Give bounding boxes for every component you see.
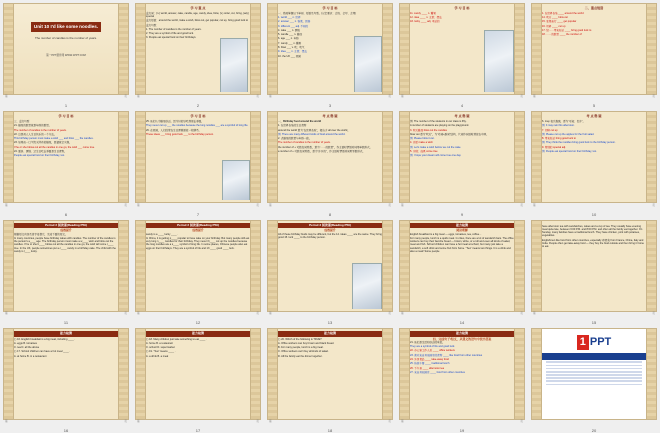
caption-right: 页 [124, 311, 127, 315]
slide-15[interactable] [531, 220, 657, 312]
caption-left: 第 [269, 203, 272, 207]
line: 12. idea ____ n. 主意；想法 [410, 16, 442, 19]
slide-12-body [146, 233, 250, 250]
line: 25. 他们认为蜡烛好运。因为份的好吃得很长寿面。 [146, 119, 204, 123]
caption-left: 第 [401, 311, 404, 315]
caption-left: 第 [401, 420, 404, 423]
line: 6. age ___ n. 年龄 [278, 37, 299, 41]
slide-cell-10[interactable] [528, 108, 660, 216]
logo-line [546, 384, 642, 386]
line: 一、Birthday food around the world [278, 119, 322, 123]
logo-line [546, 374, 642, 376]
slide-cell-16[interactable] [0, 325, 132, 433]
slide-number-2: 2 [196, 103, 200, 109]
line: 43. lucky ____ adj. 幸运的 [410, 20, 440, 24]
line: 21. 他们是生活和好运的象征。 [410, 340, 445, 344]
slide-cell-2[interactable] [132, 0, 264, 108]
line: A. a drink B. a meal [146, 354, 169, 358]
caption-right: 页 [388, 311, 391, 315]
logo-line [546, 368, 642, 370]
slide-17-bar: 能力检测 [146, 331, 250, 337]
slide-16-body [14, 338, 118, 358]
slide-13[interactable] [267, 220, 393, 312]
line: If he or she blows out all the candles in one go, the wish ___ come true. [14, 145, 95, 149]
line: 2. 点蜡烛的数量与年龄一致。 [278, 137, 312, 141]
line: 22. 这是祝人人生日快乐的一个方法。 [14, 132, 57, 136]
line: 例: There are many different kinds of food around the world. [278, 132, 346, 136]
slide-5-title: 二、重点短语 [584, 6, 604, 10]
slide-13-caption [267, 311, 393, 315]
line: 重点词：(n.) world, answer, cake, candle, age, candy, idea, blow, (v.) order, cut, bring, (adj.) special [146, 11, 249, 18]
slide-17[interactable] [135, 328, 261, 420]
line: A. Office workers can buy brown and black bread. [278, 341, 335, 345]
line: 1. world ___ n. 世界 [278, 16, 301, 19]
line: The number of candles is the number of years. [278, 141, 331, 145]
line: 17. 给……带来好运 ____ bring good luck to [542, 28, 592, 32]
line: 7. candy ___ n. 糖果 [278, 41, 302, 45]
line: 27. 来自其他国家 ____ food from other countries [410, 370, 465, 374]
line: 16. 切碎 ____ cut up [542, 24, 566, 28]
caption-left: 第 [137, 420, 140, 423]
line: 7. 切碎 cut up [542, 128, 558, 132]
line: 18. ……的数量 ____ the number of [542, 33, 582, 37]
slide-13-bar: Period 3 阅读课(Reading P59) [278, 223, 382, 229]
line: A. at home B. in a restaurant [14, 354, 47, 358]
slide-number-3: 3 [328, 103, 332, 109]
decor-image [222, 160, 250, 200]
line: For many people, lunch is a quick meal. In cities, there are a lot of sandwich bars. The office workers can buy their favorite bread — brown, white, or a roll and even all kinds of salad, meat and fish. School children can have a hot meal at school, but many just take a sandwich, a soft drink and some fruit from home. "Tea" means two things. It is a drink and also a meal! Some people [410, 236, 514, 254]
line: 3. 吹灭蜡烛 blow out the candles [410, 128, 447, 132]
slide-5[interactable] [531, 3, 657, 95]
line: C. school D. supermarket [146, 346, 175, 350]
logo-line [546, 361, 642, 363]
slide-19-caption [399, 419, 525, 423]
line: 例: I hope your dream will come true one day. [410, 154, 462, 158]
brand-logo [542, 335, 646, 387]
caption-right: 页 [520, 203, 523, 207]
line: 例: They think the noodles bring good luck to the birthday person. [542, 141, 616, 145]
slide-cell-3[interactable] [264, 0, 396, 108]
line: These ideas ___ bring good luck ___ to the birthday person. [146, 132, 214, 136]
slide-4-caption [399, 94, 525, 98]
line: D. All the family eat the dinner together. [278, 354, 323, 358]
decor-image [220, 38, 248, 92]
line: 例: People eat special food on their birthday, too. [542, 150, 597, 154]
line: A. home B. a restaurant [146, 341, 173, 345]
slide-number-13: 13 [327, 319, 333, 325]
caption-right: 页 [388, 203, 391, 207]
slide-number-16: 16 [63, 428, 69, 433]
line: People eat special food on their birthday, too. [14, 154, 65, 158]
slide-18[interactable] [267, 328, 393, 420]
caption-left: 第 [533, 95, 536, 99]
line: 1. The number of candles is the number of years. [146, 27, 202, 31]
slide-5-caption [531, 94, 657, 98]
logo-ppt-text: PPT [589, 335, 612, 348]
line: 9. 特别的 special adj. [542, 145, 566, 149]
logo-bar [542, 353, 646, 360]
line: 5. 实现；成真 come true [410, 150, 438, 154]
caption-left: 第 [533, 203, 536, 207]
caption-left: 第 [5, 420, 8, 423]
caption-right: 页 [520, 95, 523, 99]
slide-number-7: 7 [196, 211, 200, 217]
slide-number-14: 14 [459, 319, 465, 325]
slide-10-title: 考 点 释 疑 [586, 114, 602, 119]
slide-cell-17[interactable] [132, 325, 264, 433]
caption-right: 页 [124, 95, 127, 99]
line: B. For many people, lunch is a big meal. [278, 346, 324, 350]
unit-title: Unit 10 I'd like some noodles. [31, 22, 101, 32]
slide-cell-15[interactable] [528, 217, 660, 325]
line: 21. 蜡烛的数量就是年龄的数量。 [14, 124, 52, 128]
line: 23. 喜欢来自其他国家的食物 ____ like food from other countries [410, 353, 483, 357]
logo-placeholder-lines [542, 361, 646, 385]
caption-left: 第 [5, 95, 8, 99]
slide-2-caption [135, 94, 261, 98]
slide-number-9: 9 [460, 211, 464, 217]
slide-11-title: 成效提升 [60, 228, 72, 233]
slide-9-caption [399, 203, 525, 207]
slide-11-caption [3, 311, 129, 315]
slide-11-bar: Period 2 阅读课(Reading P59) [14, 223, 118, 229]
slide-6-title: 学 习 目 标 [58, 114, 74, 119]
slide-number-18: 18 [327, 428, 333, 433]
slide-12[interactable] [135, 220, 261, 312]
slide-18-caption [267, 419, 393, 423]
line: In many countries, people have birthday cakes with candles. The number of the candles is the person's a____ age. The birthday person must make a w____ wish and blow out the candles. If he or she b____ blows out all the candles in one go, the wish will come t____ true. In the UK, people sometimes put a c____ candy in a birthday cake. The child with the candy is l____ lucky. [14, 236, 116, 254]
line: 例: Please blow it out. [410, 137, 435, 141]
logo-line [546, 380, 642, 382]
slide-number-15: 15 [591, 319, 597, 325]
slide-19-title: 四、完成句子/短文，从课文的语句中找出答案 [432, 336, 492, 341]
line: ( ) 20. Which of the following is TRUE? [278, 337, 322, 341]
line: All of these birthday foods may be different, but the 14. ideas ____ are the same. They bring good 15. luck ____ to the birthday person. [278, 232, 382, 239]
line: 5. candle ___ n. 蜡烛 [278, 33, 302, 37]
slide-4-body [410, 12, 514, 24]
line: This birthday person must make a wish ___ and blow ___ the candles. [14, 137, 94, 141]
line: 例: Please cut up the apples for the fruit salad. [542, 132, 595, 136]
line: ( ) 16. English breakfast is a big meal, including ____ . [14, 337, 76, 341]
slide-cell-12[interactable] [132, 217, 264, 325]
slide-9-body [410, 120, 514, 158]
slide-7-body [146, 120, 250, 136]
line: A number of students are playing on the playground. [410, 124, 470, 128]
slide-12-title: 成效提升 [192, 228, 204, 233]
caption-right: 页 [652, 95, 655, 99]
caption-left: 第 [269, 311, 272, 315]
slide-12-caption [135, 311, 261, 315]
slide-10-body [542, 120, 646, 153]
slide-3-title: 学 习 目 标 [322, 6, 338, 10]
caption-right: 页 [124, 420, 127, 423]
line: ( ) 17. School children can have a hot meal ____ . [14, 350, 71, 354]
slide-cell-1[interactable] [0, 0, 132, 108]
line: 一、熟练掌握以下单词、短语及句型。(记忆要求：会读、会写、会用) [278, 11, 357, 15]
slide-number-5: 5 [592, 103, 596, 109]
line: 4. 许愿 make a wish [410, 141, 433, 145]
line: 重点短语：around the world, make a wish, blow out, get popular, cut up, bring good luck to [146, 19, 249, 23]
slide-11[interactable] [3, 220, 129, 312]
slide-10-caption [531, 203, 657, 207]
line: 2. answer ___ n. 答案，回答 [278, 20, 311, 24]
logo-line [546, 365, 642, 367]
caption-right: 页 [124, 203, 127, 207]
caption-right: 页 [652, 203, 655, 207]
line: 重点句型： [146, 23, 159, 27]
slide-14-bar: 能力检测 [410, 223, 514, 229]
slide-19-body [410, 341, 514, 374]
line: 9. idea ___ n. 主意；想法 [278, 50, 307, 54]
slide-7-title: 学 习 目 标 [190, 114, 206, 119]
line: 26. 下午茶 ____ afternoon tea [410, 366, 444, 370]
caption-left: 第 [137, 95, 140, 99]
slide-17-body [146, 338, 250, 358]
line: 25. 传统午餐 ____ traditional lunch [410, 362, 450, 366]
caption-left: 第 [137, 311, 140, 315]
line: 26. 在英国，人们经常在生日蛋糕里放一枚硬币。 [146, 128, 202, 132]
slide-14-caption [399, 311, 525, 315]
slide-3[interactable] [267, 3, 393, 95]
slide-9-title: 考 点 释 疑 [454, 114, 470, 119]
slide-number-11: 11 [63, 319, 69, 325]
caption-left: 第 [5, 311, 8, 315]
line: 例: It may rain this afternoon. [542, 124, 575, 128]
slide-cell-20[interactable] [528, 325, 660, 433]
line: 1. 在世界各地的生日食物 [278, 124, 307, 128]
line: the number of + 可数名词复数，意为“……的数量”，作主语时谓语动词用单数形式。 [278, 145, 373, 149]
line: 15. 变得流行 ____ get popular [542, 20, 577, 24]
line: 24. 外卖食品 ____ take-away food [410, 358, 449, 362]
line: 8. blow ___ v. 吹；吹气 [278, 46, 305, 50]
caption-right: 页 [256, 311, 259, 315]
slide-3-caption [267, 94, 393, 98]
line: English breakfast is a big meal — eggs, tomatoes, tea, coffee... [410, 232, 482, 236]
line: around the world 意为“在世界各地”，相当于 all over the world。 [278, 128, 350, 132]
slide-2-body [146, 12, 250, 40]
line: 14. 吹灭 ____ blow out [542, 16, 568, 19]
line: In China, it is getting p____ popular to have cake on your birthday. But many people still eat very long n____ noodles for their birthday. They never th____ cut up the noodles because the long noodles are a s____ symbol of long life. In some places, Chinese people also eat eggs on their birthdays. They are a symbol of life and 13 ____ good ____ luck. [146, 236, 250, 250]
line: 3. People eat special food on their birthdays. [146, 36, 197, 40]
caption-left: 第 [5, 203, 8, 207]
caption-left: 第 [401, 203, 404, 207]
slide-8-caption [267, 203, 393, 207]
slide-13-title: 成效提升 [324, 228, 336, 233]
caption-right: 页 [256, 420, 259, 423]
slide-8-body [278, 120, 382, 153]
slide-cell-13[interactable] [264, 217, 396, 325]
slide-2[interactable] [135, 3, 261, 95]
decor-image [352, 263, 382, 309]
slide-cell-11[interactable] [0, 217, 132, 325]
line: 例: Let's make a wish before we cut the cake. [410, 145, 462, 149]
caption-right: 页 [256, 95, 259, 99]
slide-cell-7[interactable] [132, 108, 264, 216]
decor-image [484, 30, 514, 92]
line: 1. 在世界各地 ____ around the world [542, 11, 584, 15]
caption-right: 页 [388, 420, 391, 423]
source-footer: 第一PPT课件网 WWW.1PPT.COM [46, 54, 86, 58]
slide-10[interactable] [531, 111, 657, 203]
line: 22. 办公室工作人员 ____ office workers [410, 349, 455, 353]
line: 11. candy ____ n. 糖果 [410, 11, 436, 15]
caption-right: 页 [256, 203, 259, 207]
logo-number: 1 [577, 335, 589, 350]
slide-number-8: 8 [328, 211, 332, 217]
line: They are a symbol of life and good luck. [410, 345, 456, 349]
slide-17-caption [135, 419, 261, 423]
slide-number-12: 12 [195, 319, 201, 325]
slide-13-body [278, 233, 382, 240]
line: C. Office workers can't buy all kinds of salad. [278, 350, 329, 354]
slide-6[interactable] [3, 111, 129, 203]
line: ( ) 19. "Tea" means ____ . [146, 350, 176, 354]
caption-left: 第 [533, 311, 536, 315]
line: have afternoon tea with sandwiches, cakes and a cup of tea. They usually have evening meal quite late, between 6:00 P.M. and 8:00 P.M. and often all the family eat together. On Sunday, many families have a traditional lunch. They have chicken, pork with potatoes, vegetables. [542, 224, 643, 238]
slide-9[interactable] [399, 111, 525, 203]
slide-1[interactable] [3, 3, 129, 95]
line: C. tea D. all the above [14, 346, 40, 350]
slide-16-bar: 能力检测 [14, 331, 118, 337]
line: 例: The number of the students in our class is fifty. [410, 119, 467, 123]
line: Englishmen like food from other countries, especially 印度菜 from France, China, Italy and India. People often get take-away food — they buy the food outside and then bring it home to eat. [542, 238, 644, 249]
caption-left: 第 [269, 95, 272, 99]
slide-cell-9[interactable] [396, 108, 528, 216]
slide-18-bar: 能力检测 [278, 331, 382, 337]
slide-4[interactable] [399, 3, 525, 95]
line: blow out 意为“吹灭”，为“动词+副词”结构，代词作宾语时须放在中间。 [410, 132, 489, 136]
line: 8. 带来好运 bring good luck to [542, 137, 576, 141]
slide-1-caption [3, 94, 129, 98]
slide-4-title: 学 习 目 标 [454, 6, 470, 10]
slide-number-19: 19 [459, 428, 465, 433]
slide-number-17: 17 [195, 428, 201, 433]
slide-cell-5[interactable] [528, 0, 660, 108]
slide-6-body [14, 120, 118, 158]
slide-14-title: 阅读理解 [456, 228, 468, 233]
line: a number of + 可数名词复数，意为“许多的”，作主语时谓语动词用复数形式。 [278, 150, 365, 154]
line: 10. the UK ___ 英国 [278, 54, 301, 58]
slide-7[interactable] [135, 111, 261, 203]
slide-7-caption [135, 203, 261, 207]
line: ( ) 18. Many children just take something to eat ____ . [146, 337, 207, 341]
slide-19-bar: 能力检测 [410, 331, 514, 337]
slide-cell-4[interactable] [396, 0, 528, 108]
unit-subtitle: The number of candles is the number of years. [34, 35, 98, 40]
slide-number-1: 1 [64, 103, 68, 109]
caption-right: 页 [388, 95, 391, 99]
slide-15-body [542, 225, 646, 249]
slide-6-caption [3, 203, 129, 207]
slide-number-4: 4 [460, 103, 464, 109]
slide-cell-8[interactable] [264, 108, 396, 216]
decor-image [354, 36, 382, 92]
line: A. eggs B. tomatoes [14, 341, 37, 345]
caption-right: 页 [652, 311, 655, 315]
slide-number-6: 6 [64, 211, 68, 217]
slide-2-title: 学 习 重 点 [190, 6, 206, 10]
slide-18-body [278, 338, 382, 358]
line: 3. different ___ adj. 不同的 [278, 24, 309, 28]
line: 4. cake ___ n. 蛋糕 [278, 28, 300, 32]
logo-line [546, 371, 642, 373]
slide-number-10: 10 [591, 211, 597, 217]
caption-left: 第 [401, 95, 404, 99]
caption-right: 页 [520, 420, 523, 423]
slide-14-body [410, 233, 514, 254]
line: 根据短文内容及首字母提示，完成下面的短文。 [14, 232, 68, 236]
slide-5-body [542, 12, 646, 37]
slide-15-caption [531, 311, 657, 315]
slide-16-caption [3, 419, 129, 423]
line: 2. They are a symbol of life and good luck. [146, 32, 194, 36]
caption-right: 页 [520, 311, 523, 315]
slide-14[interactable] [399, 220, 525, 312]
slide-11-body [14, 233, 118, 254]
line: 6. may 表示推测，意为“可能；也许”。 [542, 119, 586, 123]
slide-cell-6[interactable] [0, 108, 132, 216]
line: The number of candles is the number of years. [14, 128, 67, 132]
line: 23. 如果他一口气吹灭所有的蜡烛，愿望就会实现。 [14, 141, 72, 145]
logo-line [546, 377, 642, 379]
slide-20[interactable] [531, 328, 657, 420]
slide-number-20: 20 [591, 428, 597, 433]
slide-12-bar: Period 2 阅读课(Reading P59) [146, 223, 250, 229]
slide-8-title: 考 点 释 疑 [322, 114, 338, 119]
slide-cell-18[interactable] [264, 325, 396, 433]
line: 24. 面条、蛋糕、过生日吃长寿面是生日食物。 [14, 150, 67, 154]
slide-19[interactable] [399, 328, 525, 420]
slide-cell-19[interactable] [396, 325, 528, 433]
line: They never cut up ___ the noodles because the long noodles ___ are a symbol of long life. [146, 124, 249, 128]
slide-16[interactable] [3, 328, 129, 420]
caption-left: 第 [137, 203, 140, 207]
line: sandy is a ____ lucky ____ . [146, 232, 179, 236]
caption-left: 第 [269, 420, 272, 423]
slide-cell-14[interactable] [396, 217, 528, 325]
line: 三、重点句型 [14, 119, 30, 123]
slide-8[interactable] [267, 111, 393, 203]
